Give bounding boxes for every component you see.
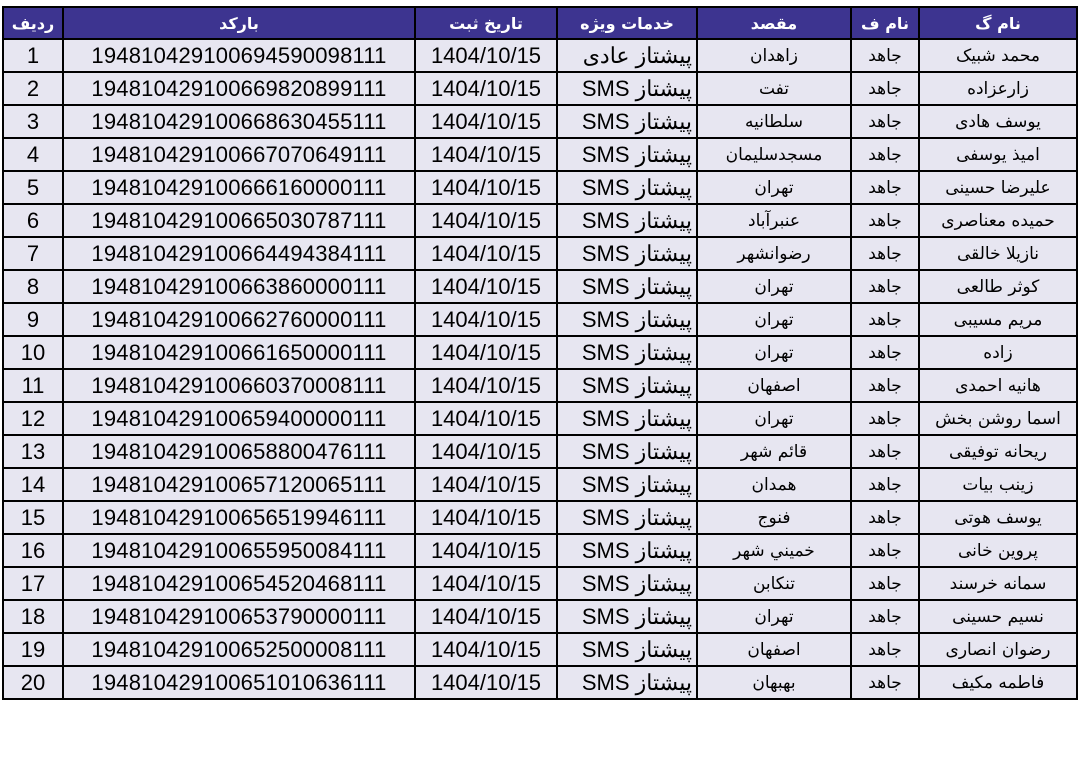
cell-destination[interactable]: تهران (697, 171, 851, 204)
table-body (3, 39, 1077, 699)
cell-row-number[interactable]: 10 (3, 336, 63, 369)
cell-barcode[interactable]: 194810429100652500008111 (63, 633, 415, 666)
table-row (3, 402, 1077, 435)
cell-date[interactable]: 1404/10/15 (415, 138, 557, 171)
cell-destination[interactable]: اصفهان (697, 369, 851, 402)
cell-barcode[interactable]: 194810429100669820899111 (63, 72, 415, 105)
cell-date[interactable]: 1404/10/15 (415, 171, 557, 204)
cell-barcode[interactable]: 194810429100651010636111 (63, 666, 415, 699)
cell-destination[interactable]: فنوج (697, 501, 851, 534)
cell-destination[interactable]: قائم شهر (697, 435, 851, 468)
cell-date[interactable]: 1404/10/15 (415, 336, 557, 369)
cell-date[interactable]: 1404/10/15 (415, 501, 557, 534)
cell-date[interactable]: 1404/10/15 (415, 237, 557, 270)
cell-family-name[interactable]: جاهد (851, 270, 919, 303)
cell-row-number[interactable]: 9 (3, 303, 63, 336)
table-row (3, 72, 1077, 105)
cell-first-name[interactable]: حمیده معناصری (919, 204, 1077, 237)
table-row (3, 270, 1077, 303)
header-service[interactable]: خدمات ویژه (557, 7, 697, 39)
cell-destination[interactable]: تهران (697, 270, 851, 303)
table-row (3, 204, 1077, 237)
header-first-name[interactable]: نام گ (919, 7, 1077, 39)
cell-row-number[interactable]: 8 (3, 270, 63, 303)
cell-date[interactable]: 1404/10/15 (415, 204, 557, 237)
cell-row-number[interactable]: 14 (3, 468, 63, 501)
cell-date[interactable]: 1404/10/15 (415, 666, 557, 699)
cell-service[interactable]: پیشتاز عادی (557, 39, 697, 72)
cell-destination[interactable]: عنبرآباد (697, 204, 851, 237)
cell-row-number[interactable]: 20 (3, 666, 63, 699)
cell-first-name[interactable]: اسما روشن بخش (919, 402, 1077, 435)
cell-barcode[interactable]: 194810429100668630455111 (63, 105, 415, 138)
cell-barcode[interactable]: 194810429100694590098111 (63, 39, 415, 72)
table-row (3, 336, 1077, 369)
cell-first-name[interactable]: یوسف هوتی (919, 501, 1077, 534)
cell-family-name[interactable]: جاهد (851, 567, 919, 600)
header-date[interactable]: تاریخ ثبت (415, 7, 557, 39)
cell-barcode[interactable]: 194810429100658800476111 (63, 435, 415, 468)
table-row (3, 435, 1077, 468)
cell-row-number[interactable]: 6 (3, 204, 63, 237)
cell-service[interactable]: پیشتاز SMS (557, 666, 697, 699)
cell-destination[interactable]: تهران (697, 336, 851, 369)
cell-service[interactable]: پیشتاز SMS (557, 567, 697, 600)
table-row (3, 138, 1077, 171)
table-row (3, 303, 1077, 336)
cell-service[interactable]: پیشتاز SMS (557, 204, 697, 237)
cell-first-name[interactable]: نسیم حسینی (919, 600, 1077, 633)
cell-family-name[interactable]: جاهد (851, 402, 919, 435)
cell-destination[interactable]: تهران (697, 600, 851, 633)
cell-service[interactable]: پیشتاز SMS (557, 369, 697, 402)
cell-row-number[interactable]: 17 (3, 567, 63, 600)
cell-barcode[interactable]: 194810429100661650000111 (63, 336, 415, 369)
cell-family-name[interactable]: جاهد (851, 72, 919, 105)
cell-service[interactable]: پیشتاز SMS (557, 468, 697, 501)
cell-row-number[interactable]: 11 (3, 369, 63, 402)
cell-row-number[interactable]: 1 (3, 39, 63, 72)
cell-family-name[interactable]: جاهد (851, 204, 919, 237)
cell-first-name[interactable]: فاطمه مکیف (919, 666, 1077, 699)
cell-family-name[interactable]: جاهد (851, 303, 919, 336)
cell-destination[interactable]: سلطانیه (697, 105, 851, 138)
cell-date[interactable]: 1404/10/15 (415, 567, 557, 600)
header-row (3, 7, 1077, 39)
cell-first-name[interactable]: زاده (919, 336, 1077, 369)
header-barcode[interactable]: بارکد (63, 7, 415, 39)
cell-first-name[interactable]: زینب بیات (919, 468, 1077, 501)
shipment-sheet (2, 6, 1076, 700)
cell-barcode[interactable]: 194810429100656519946111 (63, 501, 415, 534)
cell-family-name[interactable]: جاهد (851, 666, 919, 699)
cell-family-name[interactable]: جاهد (851, 39, 919, 72)
cell-service[interactable]: پیشتاز SMS (557, 138, 697, 171)
cell-row-number[interactable]: 12 (3, 402, 63, 435)
cell-service[interactable]: پیشتاز SMS (557, 171, 697, 204)
cell-destination[interactable]: رضوانشهر (697, 237, 851, 270)
cell-barcode[interactable]: 194810429100663860000111 (63, 270, 415, 303)
cell-first-name[interactable]: محمد شبیک (919, 39, 1077, 72)
cell-family-name[interactable]: جاهد (851, 105, 919, 138)
cell-first-name[interactable]: کوثر طالعی (919, 270, 1077, 303)
cell-row-number[interactable]: 18 (3, 600, 63, 633)
cell-first-name[interactable]: علیرضا حسینی (919, 171, 1077, 204)
cell-date[interactable]: 1404/10/15 (415, 468, 557, 501)
cell-barcode[interactable]: 194810429100659400000111 (63, 402, 415, 435)
cell-date[interactable]: 1404/10/15 (415, 633, 557, 666)
cell-barcode[interactable]: 194810429100654520468111 (63, 567, 415, 600)
cell-family-name[interactable]: جاهد (851, 534, 919, 567)
table-row (3, 105, 1077, 138)
cell-row-number[interactable]: 16 (3, 534, 63, 567)
cell-row-number[interactable]: 5 (3, 171, 63, 204)
cell-first-name[interactable]: یوسف هادی (919, 105, 1077, 138)
cell-row-number[interactable]: 15 (3, 501, 63, 534)
cell-family-name[interactable]: جاهد (851, 468, 919, 501)
cell-destination[interactable]: همدان (697, 468, 851, 501)
cell-date[interactable]: 1404/10/15 (415, 72, 557, 105)
table-row (3, 237, 1077, 270)
table-row (3, 633, 1077, 666)
cell-family-name[interactable]: جاهد (851, 600, 919, 633)
cell-barcode[interactable]: 194810429100653790000111 (63, 600, 415, 633)
cell-date[interactable]: 1404/10/15 (415, 39, 557, 72)
header-destination[interactable]: مقصد (697, 7, 851, 39)
cell-family-name[interactable]: جاهد (851, 633, 919, 666)
cell-date[interactable]: 1404/10/15 (415, 534, 557, 567)
cell-service[interactable]: پیشتاز SMS (557, 534, 697, 567)
cell-service[interactable]: پیشتاز SMS (557, 633, 697, 666)
table-row (3, 666, 1077, 699)
header-family-name[interactable]: نام ف (851, 7, 919, 39)
table-row (3, 369, 1077, 402)
cell-family-name[interactable]: جاهد (851, 336, 919, 369)
cell-first-name[interactable]: ریحانه توفیقی (919, 435, 1077, 468)
cell-row-number[interactable]: 13 (3, 435, 63, 468)
cell-service[interactable]: پیشتاز SMS (557, 105, 697, 138)
cell-destination[interactable]: خميني شهر (697, 534, 851, 567)
cell-destination[interactable]: زاهدان (697, 39, 851, 72)
cell-barcode[interactable]: 194810429100664494384111 (63, 237, 415, 270)
cell-family-name[interactable]: جاهد (851, 138, 919, 171)
cell-barcode[interactable]: 194810429100660370008111 (63, 369, 415, 402)
cell-destination[interactable]: تنکابن (697, 567, 851, 600)
cell-date[interactable]: 1404/10/15 (415, 105, 557, 138)
cell-service[interactable]: پیشتاز SMS (557, 303, 697, 336)
cell-barcode[interactable]: 194810429100662760000111 (63, 303, 415, 336)
cell-service[interactable]: پیشتاز SMS (557, 435, 697, 468)
table-row (3, 468, 1077, 501)
cell-first-name[interactable]: پروین خانی (919, 534, 1077, 567)
table-row (3, 567, 1077, 600)
cell-destination[interactable]: مسجدسلیمان (697, 138, 851, 171)
cell-service[interactable]: پیشتاز SMS (557, 270, 697, 303)
cell-barcode[interactable]: 194810429100657120065111 (63, 468, 415, 501)
cell-first-name[interactable]: رضوان انصاری (919, 633, 1077, 666)
cell-first-name[interactable]: زارعزاده (919, 72, 1077, 105)
cell-first-name[interactable]: سمانه خرسند (919, 567, 1077, 600)
cell-service[interactable]: پیشتاز SMS (557, 72, 697, 105)
cell-service[interactable]: پیشتاز SMS (557, 600, 697, 633)
cell-first-name[interactable]: مریم مسیبی (919, 303, 1077, 336)
header-row-number[interactable]: ردیف (3, 7, 63, 39)
cell-barcode[interactable]: 194810429100667070649111 (63, 138, 415, 171)
cell-first-name[interactable]: نازیلا خالقی (919, 237, 1077, 270)
cell-row-number[interactable]: 19 (3, 633, 63, 666)
cell-destination[interactable]: تهران (697, 402, 851, 435)
cell-family-name[interactable]: جاهد (851, 501, 919, 534)
cell-family-name[interactable]: جاهد (851, 435, 919, 468)
cell-first-name[interactable]: هانیه احمدی (919, 369, 1077, 402)
cell-row-number[interactable]: 2 (3, 72, 63, 105)
cell-destination[interactable]: بهبهان (697, 666, 851, 699)
cell-barcode[interactable]: 194810429100655950084111 (63, 534, 415, 567)
cell-barcode[interactable]: 194810429100666160000111 (63, 171, 415, 204)
table-row (3, 39, 1077, 72)
cell-row-number[interactable]: 3 (3, 105, 63, 138)
cell-date[interactable]: 1404/10/15 (415, 270, 557, 303)
cell-date[interactable]: 1404/10/15 (415, 369, 557, 402)
cell-destination[interactable]: تهران (697, 303, 851, 336)
table-row (3, 171, 1077, 204)
cell-row-number[interactable]: 4 (3, 138, 63, 171)
cell-row-number[interactable]: 7 (3, 237, 63, 270)
cell-service[interactable]: پیشتاز SMS (557, 336, 697, 369)
cell-service[interactable]: پیشتاز SMS (557, 501, 697, 534)
cell-family-name[interactable]: جاهد (851, 171, 919, 204)
table-row (3, 600, 1077, 633)
table-row (3, 501, 1077, 534)
cell-destination[interactable]: تفت (697, 72, 851, 105)
cell-date[interactable]: 1404/10/15 (415, 600, 557, 633)
cell-date[interactable]: 1404/10/15 (415, 435, 557, 468)
table-row (3, 534, 1077, 567)
cell-service[interactable]: پیشتاز SMS (557, 237, 697, 270)
cell-first-name[interactable]: امیذ یوسفی (919, 138, 1077, 171)
cell-service[interactable]: پیشتاز SMS (557, 402, 697, 435)
shipment-table (2, 6, 1078, 700)
cell-family-name[interactable]: جاهد (851, 369, 919, 402)
cell-destination[interactable]: اصفهان (697, 633, 851, 666)
cell-barcode[interactable]: 194810429100665030787111 (63, 204, 415, 237)
cell-family-name[interactable]: جاهد (851, 237, 919, 270)
cell-date[interactable]: 1404/10/15 (415, 402, 557, 435)
cell-date[interactable]: 1404/10/15 (415, 303, 557, 336)
